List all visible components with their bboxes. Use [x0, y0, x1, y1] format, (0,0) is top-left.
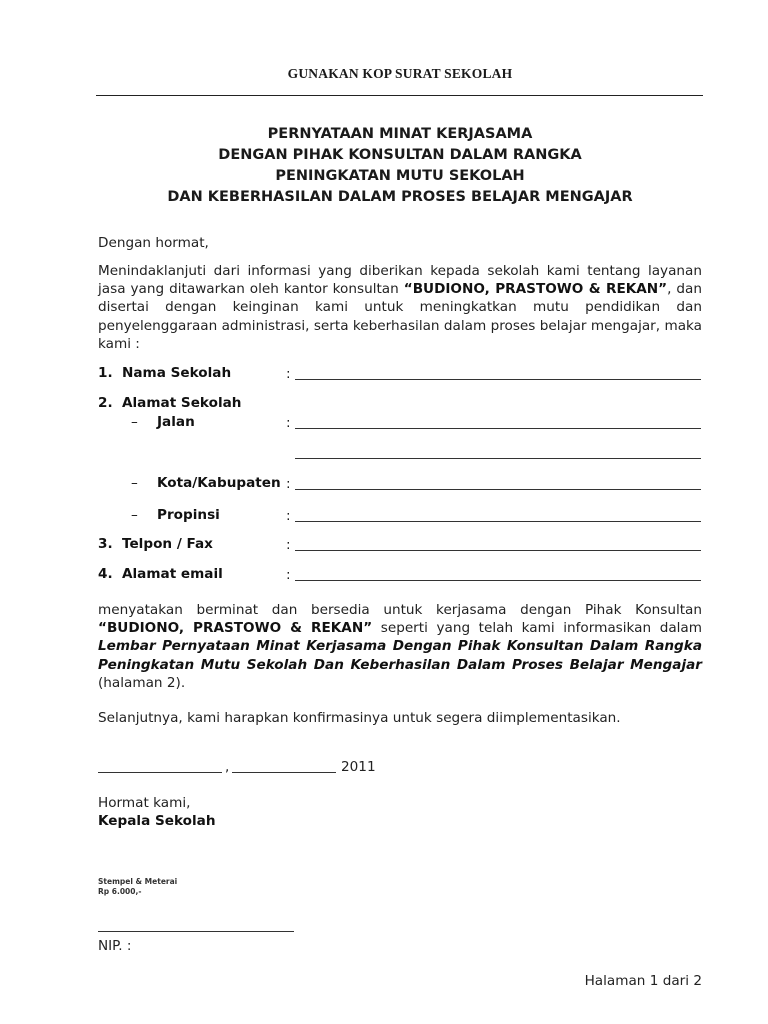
kepala-sekolah: Kepala Sekolah: [98, 813, 216, 829]
kota-colon: :: [286, 476, 291, 492]
statement-text-1: menyatakan berminat dan bersedia untuk kerjasama dengan Pihak Konsultan: [98, 602, 702, 618]
intro-comma: ,: [484, 281, 496, 298]
hormat-kami: Hormat kami,: [98, 795, 191, 811]
date-year: 2011: [341, 759, 376, 775]
stamp-note: Stempel & Meterai: [98, 877, 178, 886]
salutation: Dengan hormat,: [98, 235, 209, 251]
title-line-4: DAN KEBERHASILAN DALAM PROSES BELAJAR MENGAJAR: [167, 189, 633, 205]
jalan-colon: :: [286, 415, 291, 431]
jalan-field-line-2[interactable]: [295, 458, 701, 459]
stamp-amount: Rp 6.000,-: [98, 887, 142, 896]
kota-field[interactable]: [295, 489, 701, 490]
item-2-label: Alamat Sekolah: [122, 395, 242, 411]
kota-dash: –: [131, 475, 138, 491]
kop-instruction: GUNAKAN KOP SURAT SEKOLAH: [287, 66, 513, 81]
statement-consultant-name-2: PRASTOWO & REKAN: [193, 620, 364, 637]
nip-label: NIP. :: [98, 938, 132, 954]
intro-quote-close: ”: [658, 281, 668, 298]
item-4-label: Alamat email: [122, 566, 223, 582]
item-1-number: 1.: [98, 365, 113, 381]
item-3-number: 3.: [98, 536, 113, 552]
intro-consultant-name-1: BUDIONO: [412, 281, 485, 298]
statement-quote-open: “: [98, 620, 107, 637]
jalan-field[interactable]: [295, 428, 701, 429]
intro-paragraph: [98, 262, 702, 353]
intro-consultant-name-2: PRASTOWO & REKAN: [495, 281, 659, 298]
alamat-email-field[interactable]: [295, 580, 701, 581]
propinsi-colon: :: [286, 508, 291, 524]
statement-quote-close: ”: [363, 620, 373, 637]
kota-label: Kota/Kabupaten: [157, 475, 281, 491]
date-separator: ,: [225, 759, 230, 775]
statement-text-2: seperti yang telah kami informasikan dalam: [372, 620, 702, 637]
statement-paragraph: [98, 601, 702, 692]
statement-consultant-name-1: BUDIONO: [106, 620, 179, 637]
statement-comma: ,: [178, 620, 194, 637]
statement-text-3: (halaman 2).: [98, 674, 186, 691]
telpon-fax-field[interactable]: [295, 550, 701, 551]
intro-text-2: , dan disertai dengan keinginan kami untuk meningkatkan mutu pendidikan dan penyelenggaraan administrasi, serta keberhasilan dalam proses belajar mengajar, maka kami :: [98, 281, 702, 352]
propinsi-field[interactable]: [295, 521, 701, 522]
jalan-dash: –: [131, 414, 138, 430]
title-line-3: PENINGKATAN MUTU SEKOLAH: [275, 168, 525, 184]
item-1-colon: :: [286, 366, 291, 382]
item-3-label: Telpon / Fax: [122, 536, 213, 552]
title-line-2: DENGAN PIHAK KONSULTAN DALAM RANGKA: [218, 147, 582, 163]
propinsi-label: Propinsi: [157, 507, 220, 523]
date-field[interactable]: [232, 772, 336, 773]
intro-quote-open: “: [403, 281, 413, 298]
nama-sekolah-field[interactable]: [295, 379, 701, 380]
intro-text-1: Menindaklanjuti dari informasi yang diberikan kepada sekolah kami tentang layanan jasa yang ditawarkan oleh kantor konsultan: [98, 263, 702, 298]
statement-document-title: Lembar Pernyataan Minat Kerjasama Dengan Pihak Konsultan Dalam Rangka Peningkatan Mutu Sekolah Dan Keberhasilan Dalam Proses Belajar Mengajar: [98, 638, 702, 673]
item-3-colon: :: [286, 537, 291, 553]
title-line-1: PERNYATAAN MINAT KERJASAMA: [267, 126, 533, 142]
header-divider: [96, 95, 703, 96]
item-2-number: 2.: [98, 395, 113, 411]
item-4-colon: :: [286, 567, 291, 583]
propinsi-dash: –: [131, 507, 138, 523]
signature-line[interactable]: [98, 931, 294, 932]
jalan-label: Jalan: [157, 414, 195, 430]
item-4-number: 4.: [98, 566, 113, 582]
place-field[interactable]: [98, 772, 222, 773]
page-number: Halaman 1 dari 2: [584, 973, 702, 989]
item-1-label: Nama Sekolah: [122, 365, 232, 381]
closing-text: Selanjutnya, kami harapkan konfirmasinya untuk segera diimplementasikan.: [98, 710, 621, 726]
